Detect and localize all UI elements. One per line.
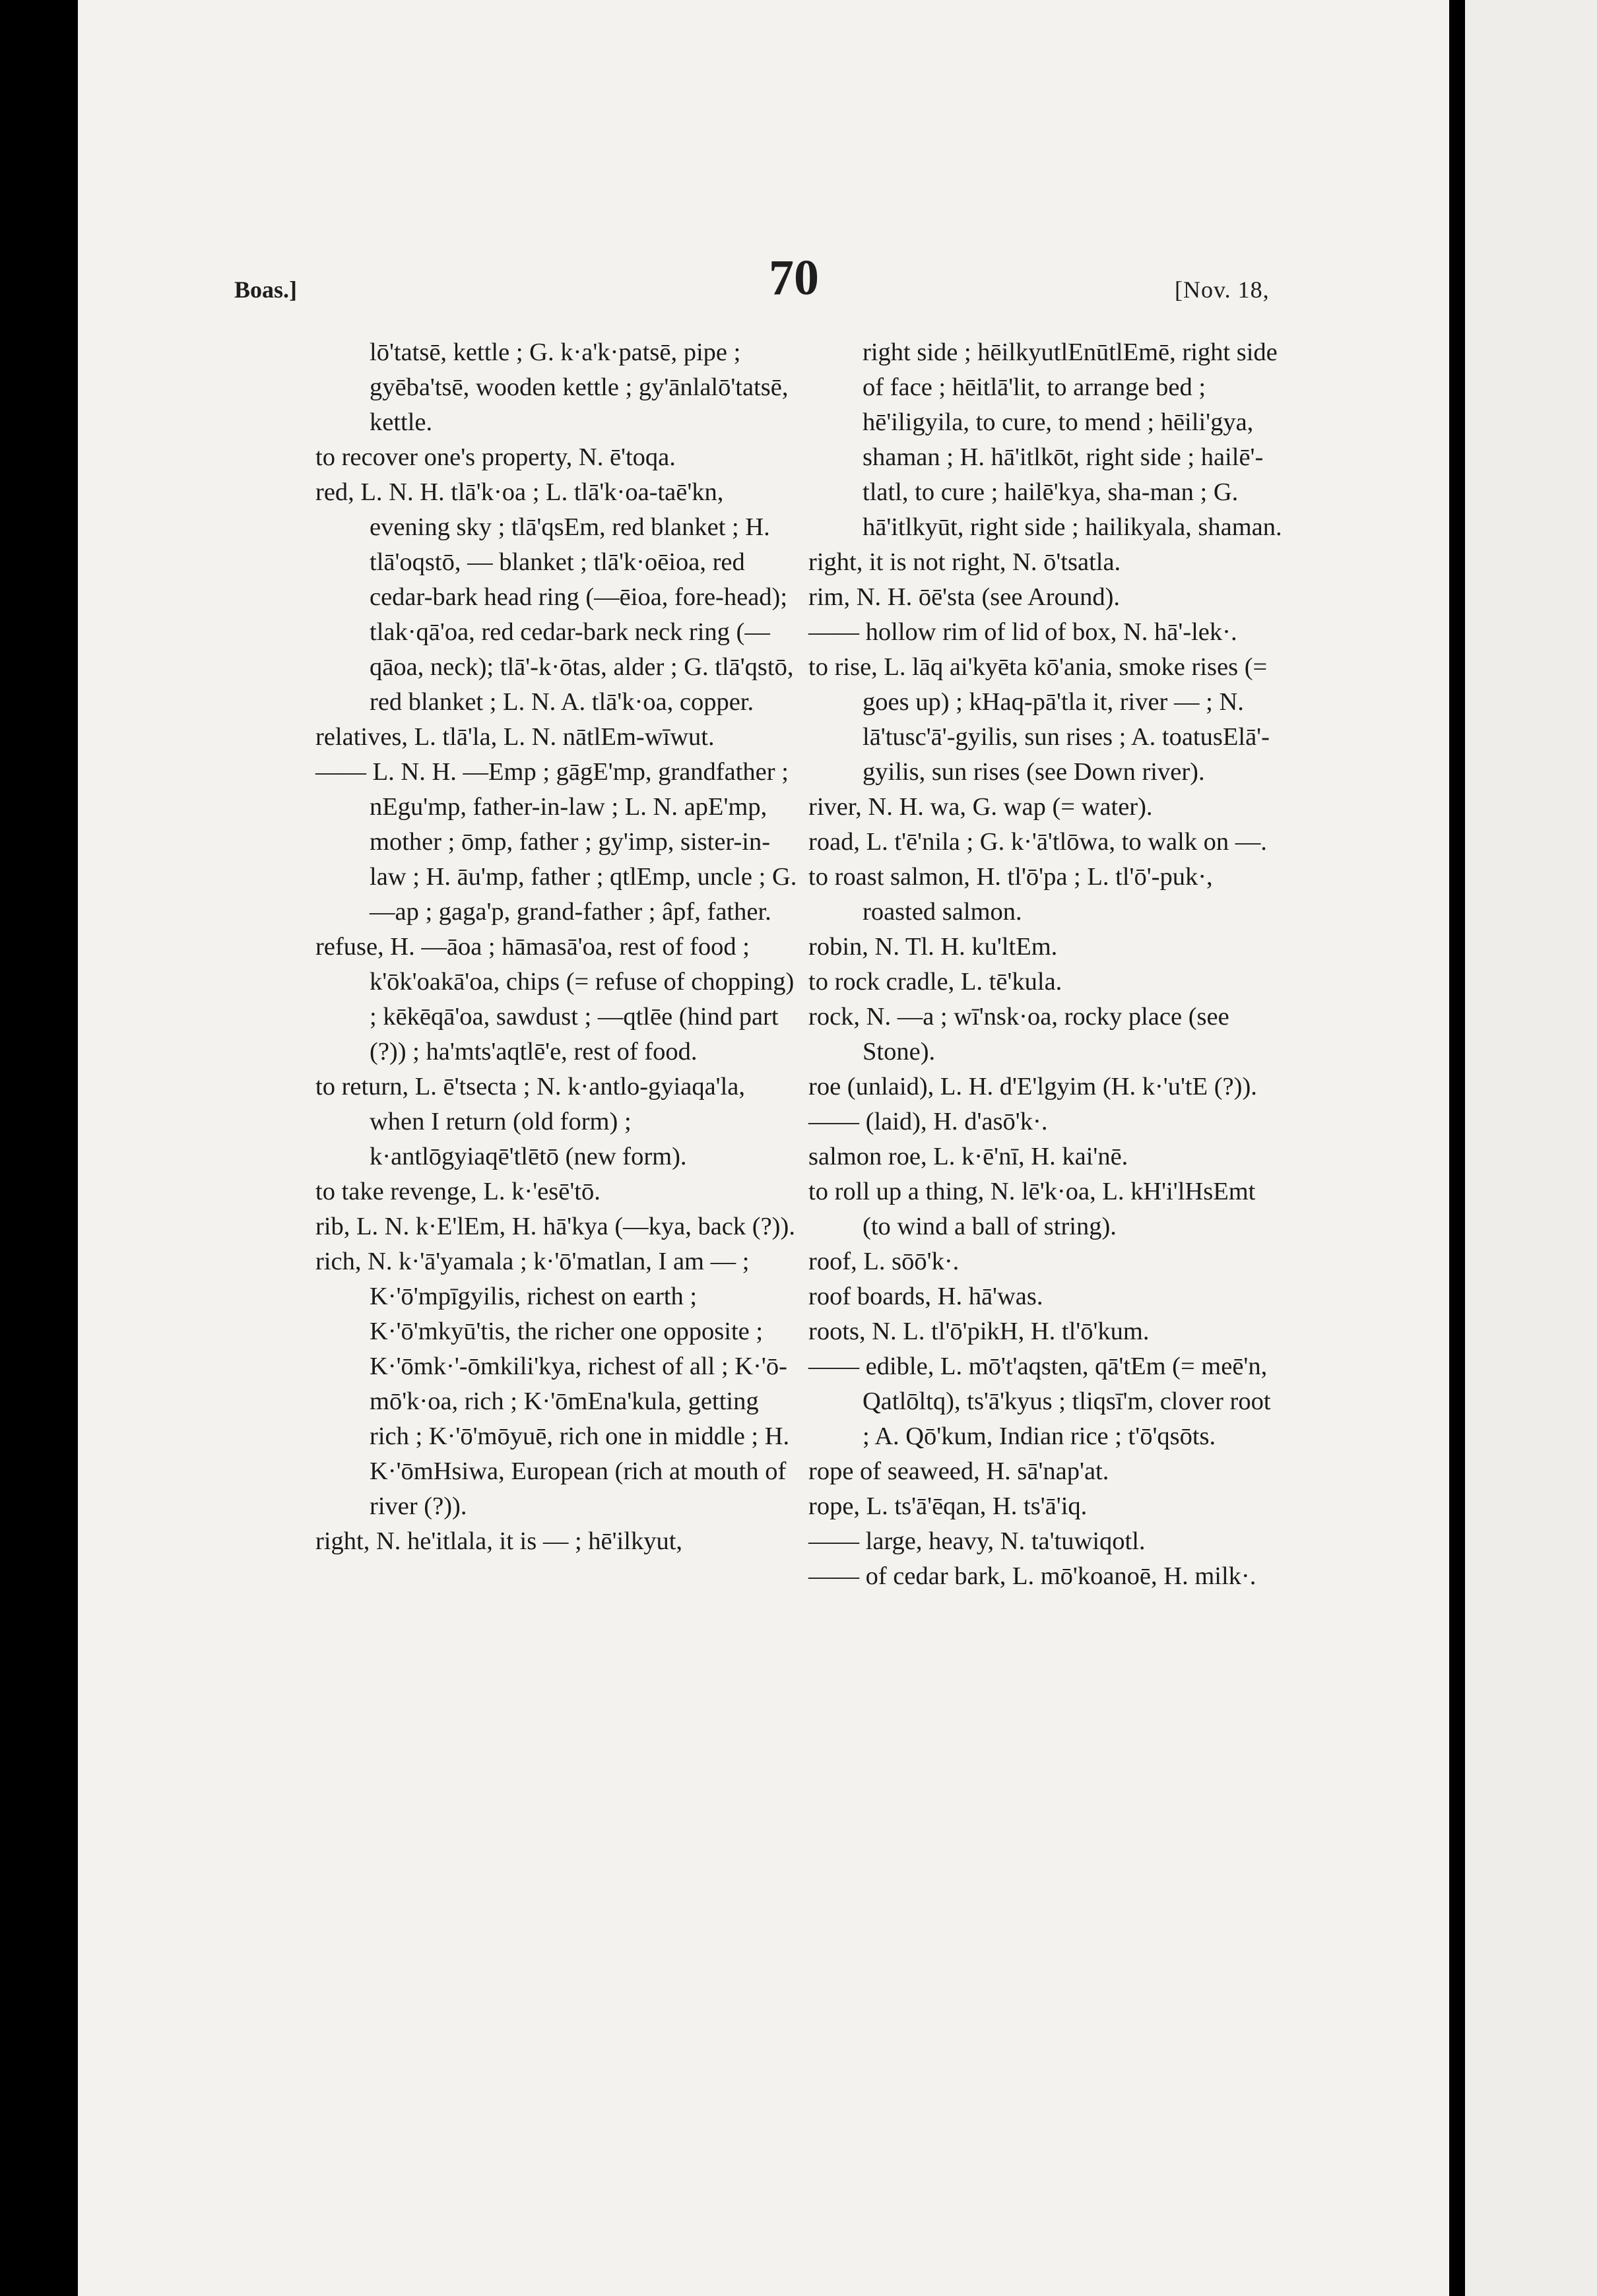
dictionary-entry: roof boards, H. hā'was. — [808, 1283, 1043, 1310]
dictionary-entry: to recover one's property, N. ē'toqa. — [315, 443, 676, 471]
dictionary-entry: right side ; hēilkyutlEnūtlEmē, right side of face ; hēitlā'lit, to arrange bed ; hē'iligyila, to cure, to mend ; hēili'gya, shaman ; H. hā'itlkōt, right side ; hailē'-tlatl, to cure ; hailē'kya, sha-man ; G. hā'itlkyūt, right side ; hailikyala, shaman. — [863, 338, 1282, 541]
right-column — [808, 335, 1284, 1594]
dictionary-entry: to return, L. ē'tsecta ; N. k·antlo-gyiaqa'la, when I return (old form) ; k·antlōgyiaqē'tlētō (new form). — [315, 1073, 746, 1170]
dictionary-entry: —— hollow rim of lid of box, N. hā'-lek·. — [808, 618, 1237, 646]
dictionary-entry: river, N. H. wa, G. wap (= water). — [808, 793, 1153, 821]
dictionary-entry: robin, N. Tl. H. ku'ltEm. — [808, 933, 1058, 961]
dictionary-entry: relatives, L. tlā'la, L. N. nātlEm-wīwut. — [315, 723, 715, 751]
dictionary-entry: refuse, H. —āoa ; hāmasā'oa, rest of food ; k'ōk'oakā'oa, chips (= refuse of chopping) ; kēkēqā'oa, sawdust ; —qtlēe (hind part (?)) ; ha'mts'aqtlē'e, rest of food. — [315, 933, 795, 1066]
running-head-right: [Nov. 18, — [1175, 276, 1270, 303]
dictionary-entry: to roast salmon, H. tl'ō'pa ; L. tl'ō'-puk·, roasted salmon. — [808, 863, 1213, 926]
dictionary-entry: rock, N. —a ; wī'nsk·oa, rocky place (see Stone). — [808, 1003, 1229, 1066]
dictionary-entry: road, L. t'ē'nila ; G. k·'ā'tlōwa, to walk on —. — [808, 828, 1267, 856]
dictionary-entry: to roll up a thing, N. lē'k·oa, L. kH'i'lHsEmt (to wind a ball of string). — [808, 1178, 1256, 1240]
next-page-edge — [1465, 0, 1597, 2296]
dictionary-entry: lō'tatsē, kettle ; G. k·a'k·patsē, pipe ; gyēba'tsē, wooden kettle ; gy'ānlalō'tatsē, kettle. — [370, 338, 789, 436]
page-edge-shadow — [1449, 0, 1465, 2296]
dictionary-entry: to take revenge, L. k·'esē'tō. — [315, 1178, 601, 1205]
dictionary-entry: right, N. he'itlala, it is — ; hē'ilkyut, — [315, 1527, 683, 1555]
dictionary-entry: to rock cradle, L. tē'kula. — [808, 968, 1062, 996]
dictionary-entry: rich, N. k·'ā'yamala ; k·'ō'matlan, I am — ; K·'ō'mpīgyilis, richest on earth ; K·'ō'mkyū'tis, the richer one opposite ; K·'ōmk·'-ōmkili'kya, richest of all ; K·'ō-mō'k·oa, rich ; K·'ōmEna'kula, getting rich ; K·'ō'mōyuē, rich one in middle ; H. K·'ōmHsiwa, European (rich at mouth of river (?)). — [315, 1248, 790, 1520]
dictionary-entry: —— (laid), H. d'asō'k·. — [808, 1108, 1048, 1135]
left-column — [315, 335, 804, 1559]
dictionary-entry: rim, N. H. ōē'sta (see Around). — [808, 583, 1121, 611]
dictionary-entry: roe (unlaid), L. H. d'E'lgyim (H. k·'u'tE (?)). — [808, 1073, 1257, 1100]
dictionary-entry: rope of seaweed, H. sā'nap'at. — [808, 1457, 1109, 1485]
dictionary-entry: —— of cedar bark, L. mō'koanoē, H. milk·. — [808, 1562, 1256, 1590]
dictionary-entry: to rise, L. lāq ai'kyēta kō'ania, smoke rises (= goes up) ; kHaq-pā'tla it, river — ; N. lā'tusc'ā'-gyilis, sun rises ; A. toatusElā'-gyilis, sun rises (see Down river). — [808, 653, 1270, 786]
dictionary-entry: rope, L. ts'ā'ēqan, H. ts'ā'iq. — [808, 1492, 1088, 1520]
dictionary-entry: roots, N. L. tl'ō'pikH, H. tl'ō'kum. — [808, 1318, 1150, 1345]
dictionary-entry: rib, L. N. k·E'lEm, H. hā'kya (—kya, back (?)). — [315, 1213, 795, 1240]
dictionary-entry: salmon roe, L. k·ē'nī, H. kai'nē. — [808, 1143, 1128, 1170]
dictionary-entry: —— L. N. H. —Emp ; gāgE'mp, grandfather ; nEgu'mp, father-in-law ; L. N. apE'mp, mother ; ōmp, father ; gy'imp, sister-in-law ; H. āu'mp, father ; qtlEmp, uncle ; G. —ap ; gaga'p, grand-father ; âpf, father. — [315, 758, 797, 926]
dictionary-entry: —— large, heavy, N. ta'tuwiqotl. — [808, 1527, 1146, 1555]
dictionary-entry: roof, L. sōō'k·. — [808, 1248, 960, 1275]
dictionary-entry: red, L. N. H. tlā'k·oa ; L. tlā'k·oa-taē'kn, evening sky ; tlā'qsEm, red blanket ; H. tlā'oqstō, — blanket ; tlā'k·oēioa, red cedar-bark head ring (—ēioa, fore-head); tlak·qā'oa, red cedar-bark neck ring (—qāoa, neck); tlā'-k·ōtas, alder ; G. tlā'qstō, red blanket ; L. N. A. tlā'k·oa, copper. — [315, 478, 794, 716]
page-number: 70 — [769, 250, 819, 305]
dictionary-entry: right, it is not right, N. ō'tsatla. — [808, 548, 1121, 576]
running-head-left: Boas.] — [234, 276, 298, 303]
dictionary-entry: —— edible, L. mō't'aqsten, qā'tEm (= meē'n, Qatlōltq), ts'ā'kyus ; tliqsī'm, clover root ; A. Qō'kum, Indian rice ; t'ō'qsōts. — [808, 1353, 1271, 1450]
